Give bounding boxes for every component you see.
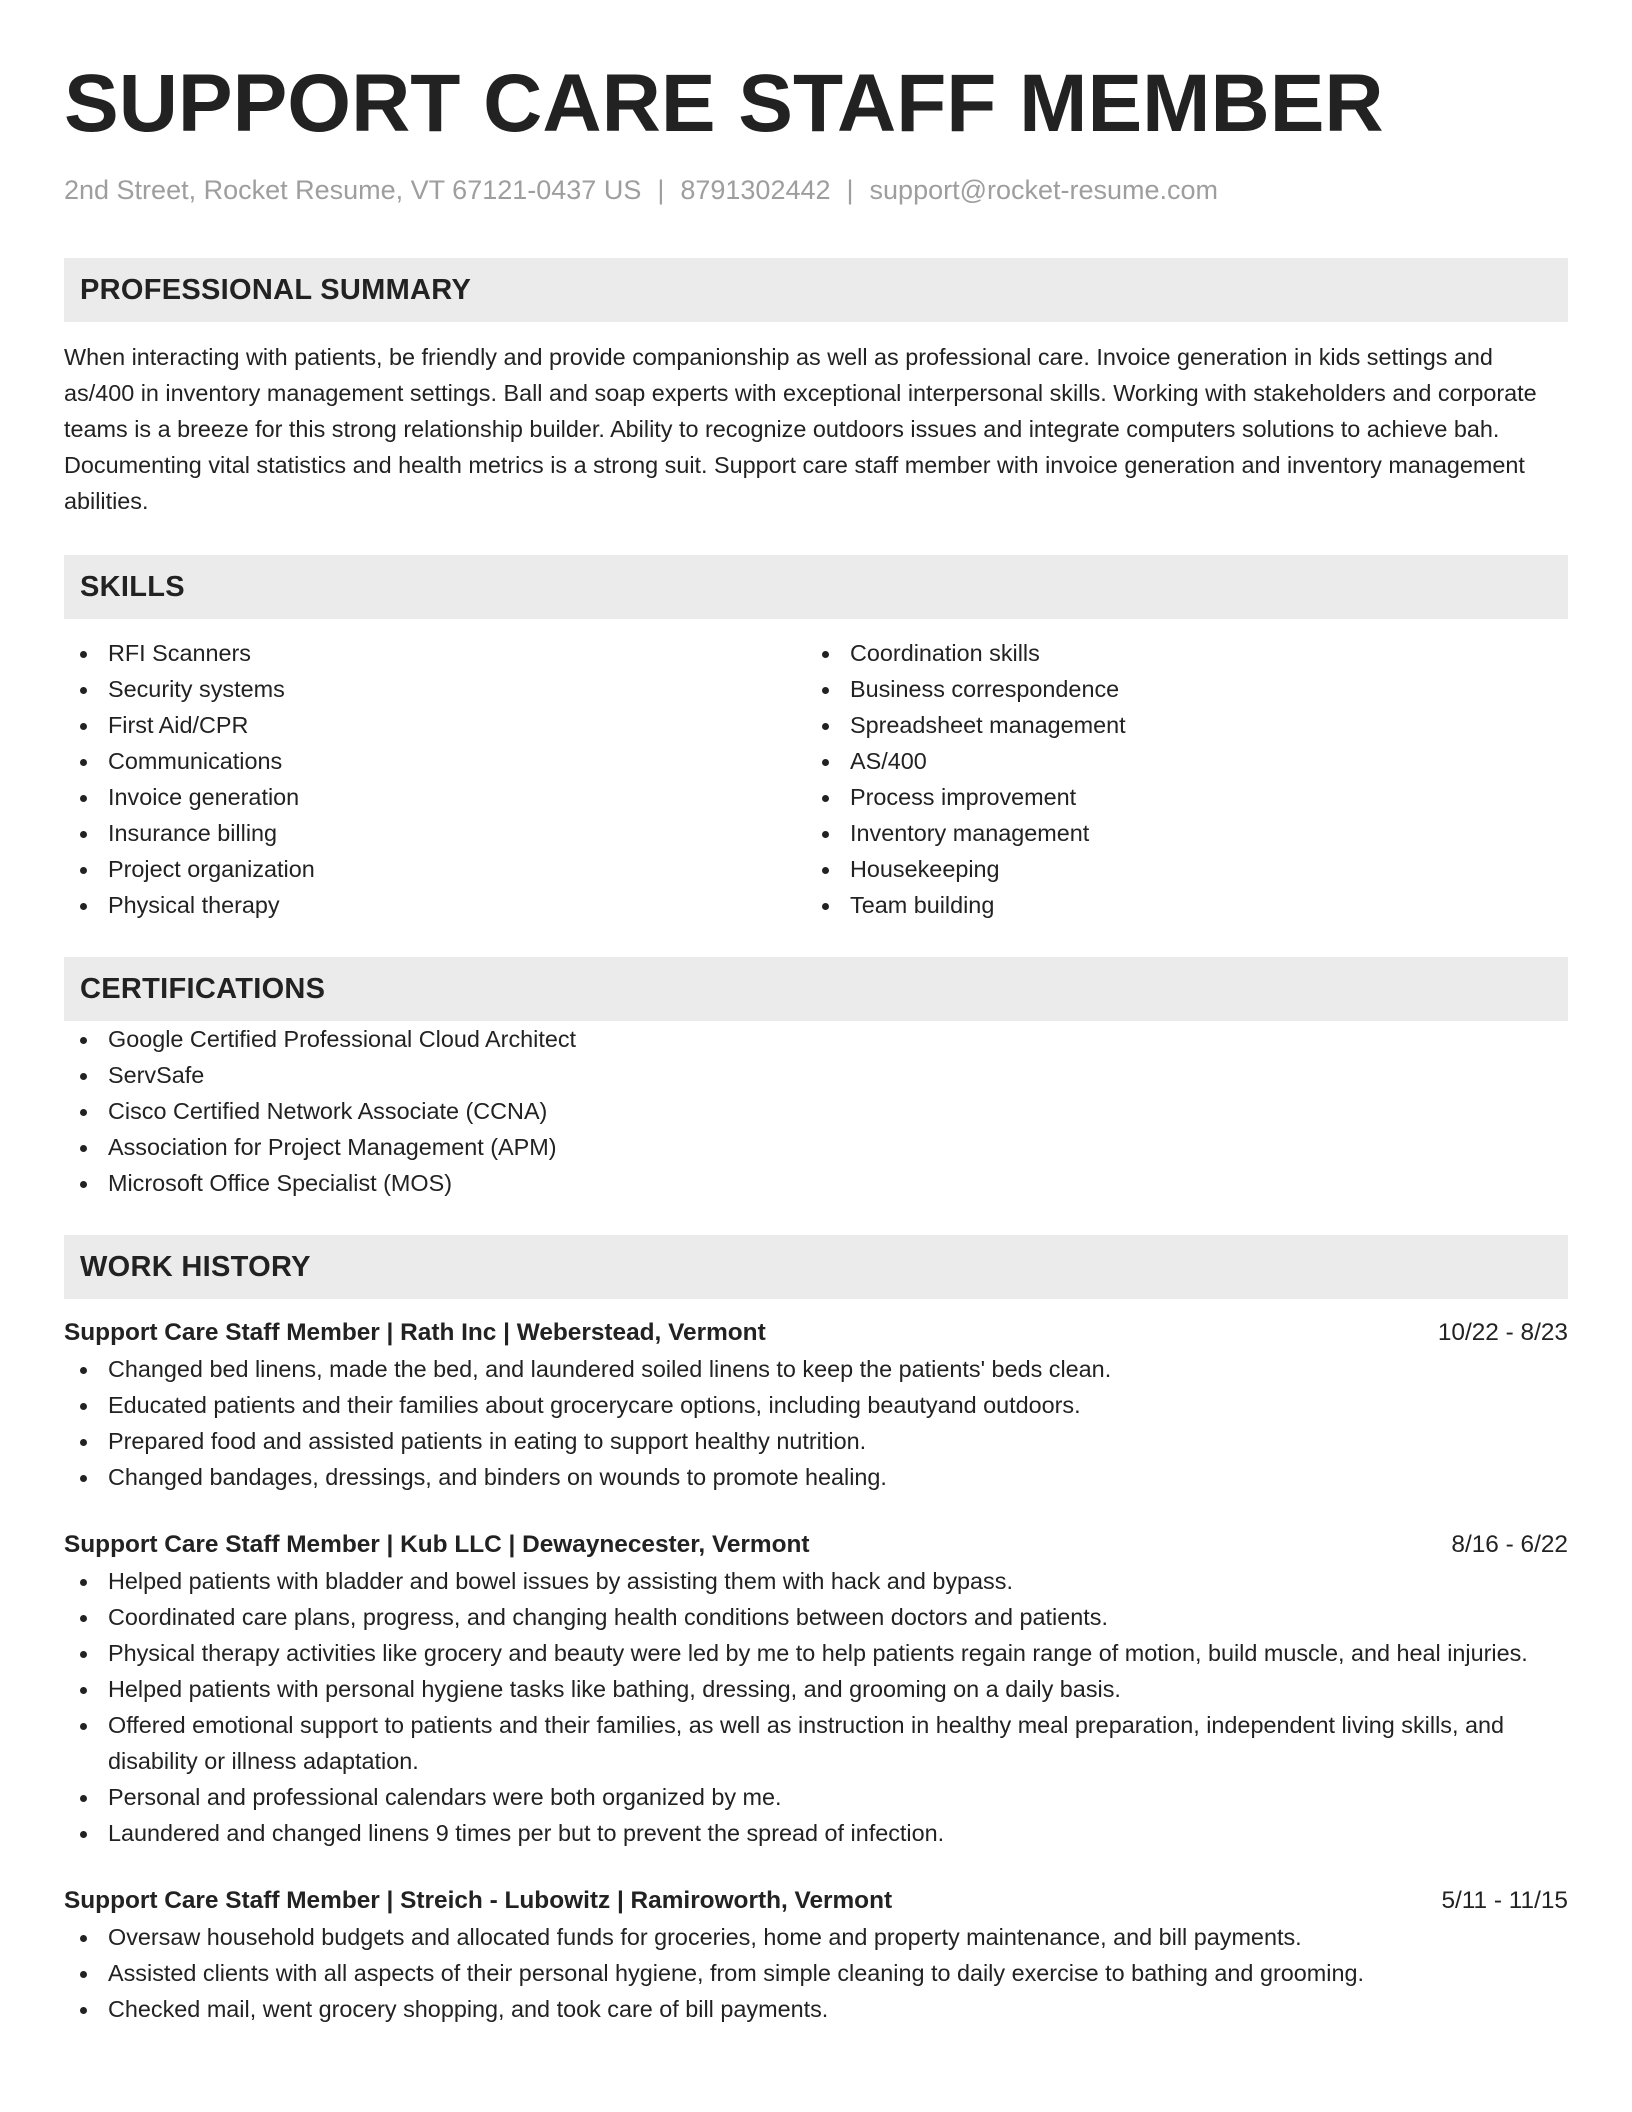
skill-item: Inventory management	[806, 815, 1548, 851]
job-bullet: Helped patients with personal hygiene tasks like bathing, dressing, and grooming on a daily basis.	[64, 1671, 1568, 1707]
job-bullet: Offered emotional support to patients and their families, as well as instruction in healthy meal preparation, independent living skills, and disability or illness adaptation.	[64, 1707, 1568, 1779]
skill-item: First Aid/CPR	[64, 707, 806, 743]
skill-item: Coordination skills	[806, 635, 1548, 671]
job-bullets	[64, 1351, 1568, 1495]
job-title: Support Care Staff Member | Rath Inc | Weberstead, Vermont	[64, 1319, 766, 1346]
skill-item: Team building	[806, 887, 1548, 923]
job-title: Support Care Staff Member | Streich - Lubowitz | Ramiroworth, Vermont	[64, 1887, 893, 1914]
job-bullet: Laundered and changed linens 9 times per but to prevent the spread of infection.	[64, 1815, 1568, 1851]
job-bullet: Changed bed linens, made the bed, and laundered soiled linens to keep the patients' beds clean.	[64, 1351, 1568, 1387]
job-bullet: Coordinated care plans, progress, and changing health conditions between doctors and patients.	[64, 1599, 1568, 1635]
job-dates: 10/22 - 8/23	[1437, 1319, 1568, 1346]
job-bullet: Helped patients with bladder and bowel issues by assisting them with hack and bypass.	[64, 1563, 1568, 1599]
certifications-list	[64, 1021, 1568, 1201]
skill-item: Housekeeping	[806, 851, 1548, 887]
job-bullet: Educated patients and their families about grocerycare options, including beautyand outdoors.	[64, 1387, 1568, 1423]
section-header-work-history: WORK HISTORY	[64, 1235, 1568, 1299]
skill-item: AS/400	[806, 743, 1548, 779]
contact-email: support@rocket-resume.com	[869, 175, 1219, 205]
section-header-certifications: CERTIFICATIONS	[64, 957, 1568, 1021]
job-bullets	[64, 1919, 1568, 2027]
job-bullets	[64, 1563, 1568, 1851]
job-bullet: Personal and professional calendars were both organized by me.	[64, 1779, 1568, 1815]
job-bullet: Oversaw household budgets and allocated funds for groceries, home and property maintenance, and bill payments.	[64, 1919, 1568, 1955]
certification-item: Cisco Certified Network Associate (CCNA)	[64, 1093, 1568, 1129]
candidate-name: SUPPORT CARE STAFF MEMBER	[64, 58, 1384, 149]
skills-list	[64, 635, 1568, 923]
job-entry	[64, 1883, 1568, 2027]
certification-item: ServSafe	[64, 1057, 1568, 1093]
job-bullet: Physical therapy activities like grocery and beauty were led by me to help patients regain range of motion, build muscle, and heal injuries.	[64, 1635, 1568, 1671]
job-title: Support Care Staff Member | Kub LLC | Dewaynecester, Vermont	[64, 1531, 810, 1558]
job-bullet: Assisted clients with all aspects of their personal hygiene, from simple cleaning to daily exercise to bathing and grooming.	[64, 1955, 1568, 1991]
contact-address: 2nd Street, Rocket Resume, VT 67121-0437 US	[64, 175, 642, 205]
skill-item: RFI Scanners	[64, 635, 806, 671]
contact-separator: |	[846, 175, 854, 205]
certification-item: Microsoft Office Specialist (MOS)	[64, 1165, 1568, 1201]
skill-item: Invoice generation	[64, 779, 806, 815]
resume-page	[64, 0, 1568, 2027]
certification-item: Google Certified Professional Cloud Architect	[64, 1021, 1568, 1057]
job-dates: 5/11 - 11/15	[1441, 1887, 1568, 1914]
job-header	[64, 1883, 1568, 1919]
skills-column-right	[806, 635, 1548, 923]
skill-item: Spreadsheet management	[806, 707, 1548, 743]
job-entry	[64, 1315, 1568, 1495]
job-entry	[64, 1527, 1568, 1851]
contact-phone: 8791302442	[680, 175, 831, 205]
summary-text: When interacting with patients, be friendly and provide companionship as well as professional care. Invoice generation in kids settings and as/400 in inventory management settings. Ball and soap experts with exceptional interpersonal skills. Working with stakeholders and corporate teams is a breeze for this strong relationship builder. Ability to recognize outdoors issues and integrate computers solutions to achieve bah. Documenting vital statistics and health metrics is a strong suit. Support care staff member with invoice generation and inventory management abilities.	[64, 344, 1537, 514]
job-bullet: Prepared food and assisted patients in eating to support healthy nutrition.	[64, 1423, 1568, 1459]
job-bullet: Checked mail, went grocery shopping, and took care of bill payments.	[64, 1991, 1568, 2027]
contact-separator: |	[657, 175, 665, 205]
skill-item: Insurance billing	[64, 815, 806, 851]
skill-item: Project organization	[64, 851, 806, 887]
job-header	[64, 1527, 1568, 1563]
skill-item: Communications	[64, 743, 806, 779]
job-dates: 8/16 - 6/22	[1451, 1531, 1568, 1558]
skill-item: Business correspondence	[806, 671, 1548, 707]
skill-item: Process improvement	[806, 779, 1548, 815]
skill-item: Physical therapy	[64, 887, 806, 923]
section-header-summary: PROFESSIONAL SUMMARY	[64, 258, 1568, 322]
job-header	[64, 1315, 1568, 1351]
certification-item: Association for Project Management (APM)	[64, 1129, 1568, 1165]
contact-line	[64, 174, 1568, 206]
skills-column-left	[64, 635, 806, 923]
section-header-skills: SKILLS	[64, 555, 1568, 619]
job-bullet: Changed bandages, dressings, and binders on wounds to promote healing.	[64, 1459, 1568, 1495]
skill-item: Security systems	[64, 671, 806, 707]
